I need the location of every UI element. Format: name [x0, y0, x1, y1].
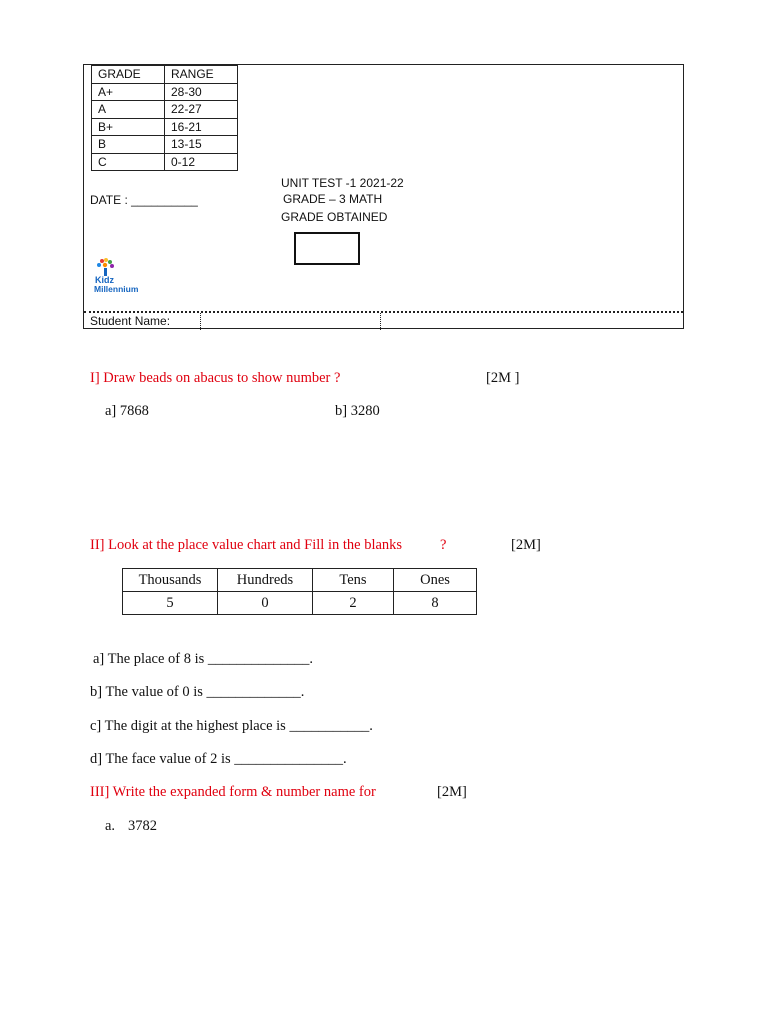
logo-icon	[91, 257, 141, 293]
q1-marks: [2M ]	[486, 370, 520, 386]
svg-text:Millennium: Millennium	[94, 284, 139, 293]
range-cell: 22-27	[165, 101, 238, 119]
grade-cell: A+	[92, 83, 165, 101]
thousands-value: 5	[123, 592, 218, 615]
q2-part-a: a] The place of 8 is ______________.	[93, 651, 314, 667]
tens-value: 2	[313, 592, 394, 615]
hundreds-value: 0	[218, 592, 313, 615]
q3-title: III] Write the expanded form & number name for	[90, 784, 376, 800]
q2-question-mark: ?	[440, 537, 447, 553]
q2-part-b: b] The value of 0 is _____________.	[90, 684, 305, 700]
student-name-field[interactable]	[201, 313, 381, 330]
table-header-row	[92, 66, 238, 84]
student-name-label: Student Name:	[90, 314, 171, 328]
thousands-header: Thousands	[123, 569, 218, 592]
grade-cell: B+	[92, 118, 165, 136]
table-row	[92, 101, 238, 119]
table-row	[123, 592, 477, 615]
range-cell: 0-12	[165, 153, 238, 171]
q2-title: II] Look at the place value chart and Fill in the blanks	[90, 537, 403, 553]
grade-obtained-box	[294, 232, 360, 265]
q1-part-b: b] 3280	[335, 403, 380, 419]
grade-cell: A	[92, 101, 165, 119]
grade-subject: GRADE – 3 MATH	[283, 192, 383, 206]
q3-marks: [2M]	[437, 784, 467, 800]
q2-part-c: c] The digit at the highest place is ___________.	[90, 718, 373, 734]
table-row	[92, 118, 238, 136]
student-name-row	[84, 311, 683, 330]
table-row	[92, 136, 238, 154]
q2-marks: [2M]	[511, 537, 541, 553]
test-title: UNIT TEST -1 2021-22	[281, 176, 404, 190]
grade-cell: B	[92, 136, 165, 154]
hundreds-header: Hundreds	[218, 569, 313, 592]
svg-text:Kidz: Kidz	[95, 275, 114, 285]
range-cell: 16-21	[165, 118, 238, 136]
range-header: RANGE	[165, 66, 238, 84]
ones-value: 8	[394, 592, 477, 615]
q1-title: I] Draw beads on abacus to show number ?	[90, 370, 341, 386]
grade-obtained-label: GRADE OBTAINED	[281, 210, 388, 224]
table-row	[92, 153, 238, 171]
range-cell: 28-30	[165, 83, 238, 101]
ones-header: Ones	[394, 569, 477, 592]
table-row	[92, 83, 238, 101]
grade-cell: C	[92, 153, 165, 171]
student-name-label-cell	[84, 313, 201, 330]
table-header-row	[123, 569, 477, 592]
q1-part-a: a] 7868	[105, 403, 149, 419]
header-box	[83, 64, 684, 329]
range-cell: 13-15	[165, 136, 238, 154]
tens-header: Tens	[313, 569, 394, 592]
q3-part-a-value: 3782	[128, 818, 157, 834]
grade-range-table	[91, 65, 238, 171]
grade-header: GRADE	[92, 66, 165, 84]
kidz-millennium-logo	[91, 257, 141, 293]
q2-part-d: d] The face value of 2 is _______________.	[90, 751, 347, 767]
place-value-table	[122, 568, 477, 615]
date-label: DATE : __________	[90, 193, 198, 207]
q3-part-a-label: a.	[105, 818, 116, 834]
